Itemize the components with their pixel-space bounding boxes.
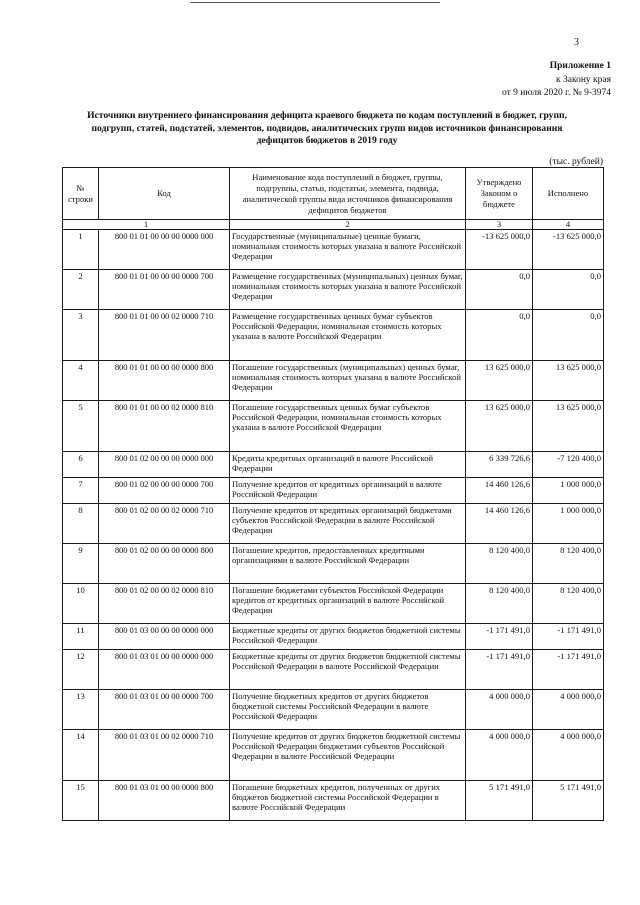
row-name: Погашение бюджетами субъектов Российской Федерации кредитов от кредитных организаций в валюте Российской Федерации (230, 584, 466, 624)
table-row (63, 270, 604, 310)
row-executed: 13 625 000,0 (533, 361, 604, 401)
row-number: 4 (63, 361, 99, 401)
row-name: Бюджетные кредиты от других бюджетов бюджетной системы Российской Федерации в валюте Российской Федерации (230, 650, 466, 690)
row-approved: 4 000 000,0 (466, 690, 533, 730)
row-code: 800 01 03 00 00 00 0000 000 (99, 624, 230, 650)
table-row (63, 690, 604, 730)
table-row (63, 401, 604, 452)
header-approved: Утверждено Законом о бюджете (466, 168, 533, 220)
table-row (63, 452, 604, 478)
appendix-block (502, 60, 611, 101)
row-executed: 1 000 000,0 (533, 478, 604, 504)
row-approved: 14 460 126,6 (466, 478, 533, 504)
row-name: Получение кредитов от других бюджетов бюджетной системы Российской Федерации бюджетами субъектов Российской Федерации в валюте Российской Федерации (230, 730, 466, 781)
row-code: 800 01 01 00 00 02 0000 810 (99, 401, 230, 452)
column-number-4: 4 (533, 220, 604, 230)
row-code: 800 01 01 00 00 00 0000 700 (99, 270, 230, 310)
row-approved: 0,0 (466, 310, 533, 361)
table-body (63, 230, 604, 821)
row-number: 13 (63, 690, 99, 730)
row-number: 3 (63, 310, 99, 361)
row-name: Бюджетные кредиты от других бюджетов бюджетной системы Российской Федерации (230, 624, 466, 650)
row-executed: 5 171 491,0 (533, 781, 604, 821)
row-approved: 14 460 126,6 (466, 504, 533, 544)
row-code: 800 01 03 01 00 00 0000 700 (99, 690, 230, 730)
table-row (63, 310, 604, 361)
row-name: Размещение государственных ценных бумаг субъектов Российской Федерации, номинальная стоимость которых указана в валюте Российской Федерации (230, 310, 466, 361)
row-code: 800 01 02 00 00 02 0000 710 (99, 504, 230, 544)
page-number: 3 (574, 37, 579, 48)
row-name: Погашение бюджетных кредитов, полученных от других бюджетов бюджетной системы Российской Федерации в валюте Российской Федерации (230, 781, 466, 821)
title-line: Источники внутреннего финансирования дефицита краевого бюджета по кодам поступлений в бюджет, групп, (87, 110, 567, 121)
units-label: (тыс. рублей) (549, 157, 603, 167)
row-code: 800 01 02 00 00 00 0000 700 (99, 478, 230, 504)
header-executed: Исполнено (533, 168, 604, 220)
row-code: 800 01 01 00 00 00 0000 800 (99, 361, 230, 401)
row-number: 9 (63, 544, 99, 584)
table-row (63, 478, 604, 504)
title-line: дефицитов бюджетов в 2019 году (256, 135, 398, 147)
table-row (63, 624, 604, 650)
table-row (63, 361, 604, 401)
row-code: 800 01 01 00 00 02 0000 710 (99, 310, 230, 361)
header-row-number: № строки (63, 168, 99, 220)
row-approved: -1 171 491,0 (466, 650, 533, 690)
appendix-date: от 9 июля 2020 г. № 9-3974 (501, 88, 611, 98)
row-number: 8 (63, 504, 99, 544)
table-row (63, 584, 604, 624)
row-executed: -1 171 491,0 (533, 650, 604, 690)
table-row (63, 230, 604, 270)
row-executed: 4 000 000,0 (533, 690, 604, 730)
table-row (63, 730, 604, 781)
column-number-1: 1 (63, 220, 230, 230)
column-number-2: 2 (230, 220, 466, 230)
row-name: Погашение кредитов, предоставленных кредитными организациями в валюте Российской Федерации (230, 544, 466, 584)
row-name: Получение бюджетных кредитов от других бюджетов бюджетной системы Российской Федерации в валюте Российской Федерации (230, 690, 466, 730)
row-approved: 6 339 726,6 (466, 452, 533, 478)
row-name: Погашение государственных (муниципальных) ценных бумаг, номинальная стоимость которых указана в валюте Российской Федерации (230, 361, 466, 401)
row-code: 800 01 02 00 00 02 0000 810 (99, 584, 230, 624)
row-number: 7 (63, 478, 99, 504)
row-executed: 4 000 000,0 (533, 730, 604, 781)
row-executed: -13 625 000,0 (533, 230, 604, 270)
row-number: 10 (63, 584, 99, 624)
row-executed: 8 120 400,0 (533, 544, 604, 584)
column-number-3: 3 (466, 220, 533, 230)
table-row (63, 504, 604, 544)
row-approved: 13 625 000,0 (466, 401, 533, 452)
row-code: 800 01 01 00 00 00 0000 000 (99, 230, 230, 270)
row-number: 12 (63, 650, 99, 690)
row-number: 6 (63, 452, 99, 478)
row-approved: 0,0 (466, 270, 533, 310)
row-executed: 1 000 000,0 (533, 504, 604, 544)
appendix-law: к Закону края (555, 74, 611, 85)
row-number: 15 (63, 781, 99, 821)
financing-sources-table (62, 167, 604, 821)
title-line: подгрупп, статей, подстатей, элементов, подвидов, аналитических групп видов источников финансирования (91, 122, 563, 134)
row-executed: 0,0 (533, 270, 604, 310)
row-code: 800 01 02 00 00 00 0000 800 (99, 544, 230, 584)
table-row (63, 781, 604, 821)
row-approved: 5 171 491,0 (466, 781, 533, 821)
row-code: 800 01 03 01 00 00 0000 000 (99, 650, 230, 690)
row-number: 14 (63, 730, 99, 781)
row-name: Размещение государственных (муниципальных) ценных бумаг, номинальная стоимость которых указана в валюте Российской Федерации (230, 270, 466, 310)
top-rule (190, 2, 440, 3)
header-code: Код (99, 168, 230, 220)
row-number: 5 (63, 401, 99, 452)
appendix-title: Приложение 1 (549, 61, 611, 71)
row-approved: 13 625 000,0 (466, 361, 533, 401)
row-executed: 13 625 000,0 (533, 401, 604, 452)
row-name: Кредиты кредитных организаций в валюте Российской Федерации (230, 452, 466, 478)
row-approved: -1 171 491,0 (466, 624, 533, 650)
table-header (63, 168, 604, 230)
row-code: 800 01 03 01 00 02 0000 710 (99, 730, 230, 781)
row-name: Получение кредитов от кредитных организаций бюджетами субъектов Российской Федерации в валюте Российской Федерации (230, 504, 466, 544)
row-code: 800 01 02 00 00 00 0000 000 (99, 452, 230, 478)
row-code: 800 01 03 01 00 00 0000 800 (99, 781, 230, 821)
row-name: Получение кредитов от кредитных организаций в валюте Российской Федерации (230, 478, 466, 504)
row-executed: 8 120 400,0 (533, 584, 604, 624)
document-title (62, 110, 592, 148)
table-row (63, 544, 604, 584)
row-approved: 8 120 400,0 (466, 544, 533, 584)
row-name: Государственные (муниципальные) ценные бумаги, номинальная стоимость которых указана в валюте Российской Федерации (230, 230, 466, 270)
row-number: 1 (63, 230, 99, 270)
table-row (63, 650, 604, 690)
row-name: Погашение государственных ценных бумаг субъектов Российской Федерации, номинальная стоимость которых указана в валюте Российской Федерации (230, 401, 466, 452)
row-approved: -13 625 000,0 (466, 230, 533, 270)
row-executed: -1 171 491,0 (533, 624, 604, 650)
row-approved: 4 000 000,0 (466, 730, 533, 781)
row-executed: 0,0 (533, 310, 604, 361)
row-number: 2 (63, 270, 99, 310)
row-approved: 8 120 400,0 (466, 584, 533, 624)
row-executed: -7 120 400,0 (533, 452, 604, 478)
row-number: 11 (63, 624, 99, 650)
header-name: Наименование кода поступлений в бюджет, группы, подгруппы, статьи, подстатьи, элемента, подвида, аналитической группы вида источников финансирования дефицитов бюджетов (230, 168, 466, 220)
